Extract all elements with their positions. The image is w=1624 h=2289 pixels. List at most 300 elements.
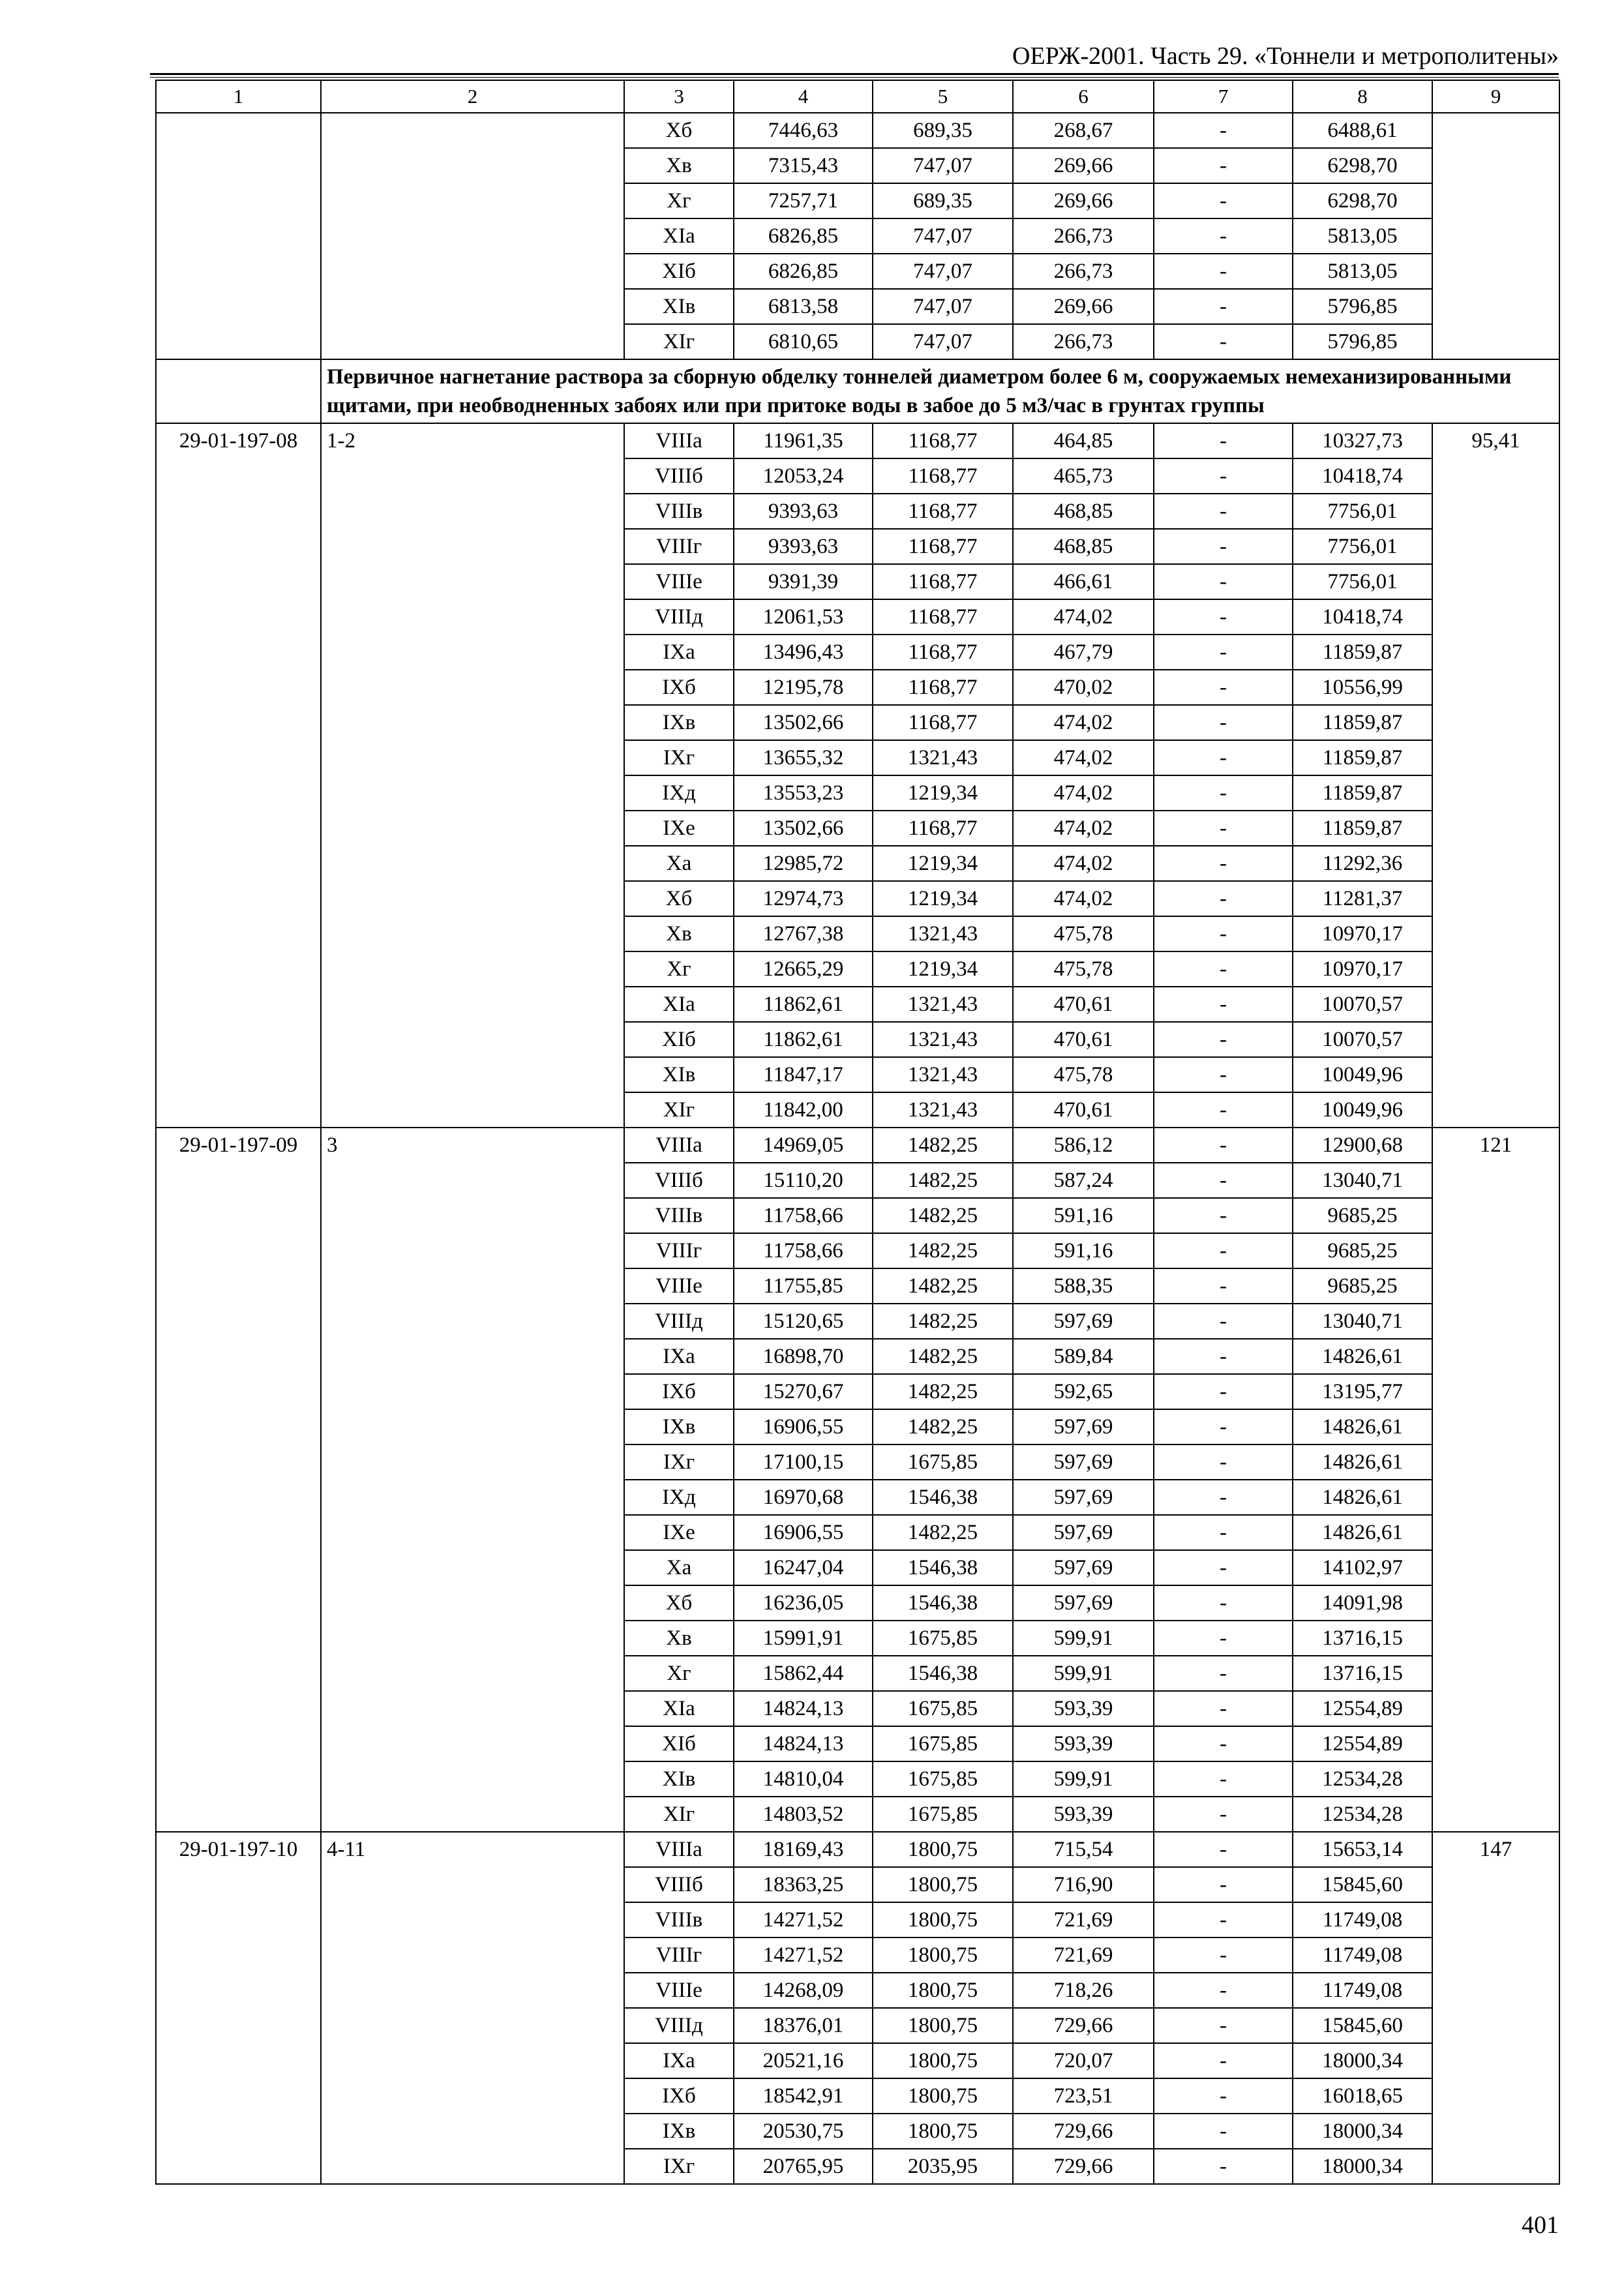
class-cell: VIIIа [624, 1128, 734, 1163]
class-cell: Xв [624, 1621, 734, 1656]
labor-cell: 95,41 [1432, 423, 1559, 1128]
wages-cell: 1168,77 [873, 635, 1013, 670]
wages-cell: 1482,25 [873, 1339, 1013, 1374]
total-cost-cell: 18363,25 [734, 1867, 873, 1902]
class-cell: VIIIб [624, 1867, 734, 1902]
class-cell: VIIIв [624, 1902, 734, 1937]
driver-wages-cell: - [1154, 2043, 1293, 2078]
total-cost-cell: 12053,24 [734, 458, 873, 494]
driver-wages-cell: - [1154, 916, 1293, 951]
materials-cell: 6488,61 [1293, 113, 1432, 148]
machines-cell: 464,85 [1013, 423, 1154, 458]
materials-cell: 10049,96 [1293, 1057, 1432, 1092]
total-cost-cell: 11755,85 [734, 1268, 873, 1304]
wages-cell: 1321,43 [873, 1057, 1013, 1092]
code-cell: 29-01-197-10 [156, 1832, 321, 2184]
code-cell [156, 113, 321, 359]
total-cost-cell: 18376,01 [734, 2008, 873, 2043]
materials-cell: 18000,34 [1293, 2114, 1432, 2149]
driver-wages-cell: - [1154, 1691, 1293, 1726]
driver-wages-cell: - [1154, 846, 1293, 881]
machines-cell: 269,66 [1013, 183, 1154, 218]
machines-cell: 597,69 [1013, 1585, 1154, 1621]
driver-wages-cell: - [1154, 705, 1293, 740]
materials-cell: 14091,98 [1293, 1585, 1432, 1621]
driver-wages-cell: - [1154, 1797, 1293, 1832]
machines-cell: 474,02 [1013, 881, 1154, 916]
machines-cell: 468,85 [1013, 494, 1154, 529]
class-cell: VIIIг [624, 1937, 734, 1973]
machines-cell: 591,16 [1013, 1198, 1154, 1233]
wages-cell: 1219,34 [873, 846, 1013, 881]
class-cell: VIIIв [624, 494, 734, 529]
column-number: 4 [734, 80, 873, 113]
total-cost-cell: 14271,52 [734, 1937, 873, 1973]
wages-cell: 1482,25 [873, 1233, 1013, 1268]
wages-cell: 1168,77 [873, 811, 1013, 846]
driver-wages-cell: - [1154, 148, 1293, 183]
total-cost-cell: 15862,44 [734, 1656, 873, 1691]
wages-cell: 1168,77 [873, 529, 1013, 564]
total-cost-cell: 15110,20 [734, 1163, 873, 1198]
wages-cell: 1168,77 [873, 564, 1013, 599]
class-cell: VIIIа [624, 1832, 734, 1867]
class-cell: VIIIе [624, 1973, 734, 2008]
wages-cell: 1675,85 [873, 1444, 1013, 1480]
driver-wages-cell: - [1154, 1022, 1293, 1057]
soil-group-cell: 3 [321, 1128, 624, 1832]
total-cost-cell: 14268,09 [734, 1973, 873, 2008]
total-cost-cell: 17100,15 [734, 1444, 873, 1480]
class-cell: Xг [624, 183, 734, 218]
class-cell: XIг [624, 324, 734, 359]
total-cost-cell: 16898,70 [734, 1339, 873, 1374]
driver-wages-cell: - [1154, 1057, 1293, 1092]
column-number: 1 [156, 80, 321, 113]
driver-wages-cell: - [1154, 1937, 1293, 1973]
machines-cell: 474,02 [1013, 846, 1154, 881]
materials-cell: 12554,89 [1293, 1691, 1432, 1726]
machines-cell: 586,12 [1013, 1128, 1154, 1163]
total-cost-cell: 15991,91 [734, 1621, 873, 1656]
driver-wages-cell: - [1154, 1374, 1293, 1409]
driver-wages-cell: - [1154, 1761, 1293, 1797]
total-cost-cell: 13502,66 [734, 705, 873, 740]
machines-cell: 589,84 [1013, 1339, 1154, 1374]
wages-cell: 1321,43 [873, 987, 1013, 1022]
class-cell: XIб [624, 1726, 734, 1761]
section-heading: Первичное нагнетание раствора за сборную обделку тоннелей диаметром более 6 м, сооружаемых немеханизированными щитами, при необводненных забоях или при притоке воды в забое до 5 м3/час в грунтах группы [321, 359, 1559, 423]
class-cell: IXг [624, 740, 734, 775]
wages-cell: 1482,25 [873, 1198, 1013, 1233]
machines-cell: 474,02 [1013, 599, 1154, 635]
machines-cell: 716,90 [1013, 1867, 1154, 1902]
materials-cell: 14826,61 [1293, 1480, 1432, 1515]
wages-cell: 1800,75 [873, 2008, 1013, 2043]
wages-cell: 1482,25 [873, 1304, 1013, 1339]
total-cost-cell: 11847,17 [734, 1057, 873, 1092]
class-cell: Xб [624, 113, 734, 148]
machines-cell: 597,69 [1013, 1480, 1154, 1515]
materials-cell: 9685,25 [1293, 1268, 1432, 1304]
machines-cell: 465,73 [1013, 458, 1154, 494]
class-cell: Xа [624, 846, 734, 881]
wages-cell: 747,07 [873, 148, 1013, 183]
machines-cell: 266,73 [1013, 218, 1154, 254]
total-cost-cell: 14271,52 [734, 1902, 873, 1937]
code-cell: 29-01-197-08 [156, 423, 321, 1128]
machines-cell: 599,91 [1013, 1656, 1154, 1691]
class-cell: VIIIд [624, 2008, 734, 2043]
machines-cell: 593,39 [1013, 1691, 1154, 1726]
driver-wages-cell: - [1154, 635, 1293, 670]
total-cost-cell: 6826,85 [734, 218, 873, 254]
machines-cell: 268,67 [1013, 113, 1154, 148]
machines-cell: 592,65 [1013, 1374, 1154, 1409]
materials-cell: 11859,87 [1293, 811, 1432, 846]
class-cell: Xг [624, 1656, 734, 1691]
machines-cell: 720,07 [1013, 2043, 1154, 2078]
table-row [156, 1832, 1559, 1867]
materials-cell: 10970,17 [1293, 951, 1432, 987]
total-cost-cell: 20521,16 [734, 2043, 873, 2078]
wages-cell: 747,07 [873, 254, 1013, 289]
section-heading-row [156, 359, 1559, 423]
driver-wages-cell: - [1154, 1867, 1293, 1902]
machines-cell: 470,02 [1013, 670, 1154, 705]
wages-cell: 1219,34 [873, 951, 1013, 987]
class-cell: IXе [624, 811, 734, 846]
materials-cell: 11749,08 [1293, 1973, 1432, 2008]
wages-cell: 1800,75 [873, 2114, 1013, 2149]
machines-cell: 597,69 [1013, 1304, 1154, 1339]
class-cell: XIб [624, 1022, 734, 1057]
wages-cell: 2035,95 [873, 2149, 1013, 2184]
materials-cell: 7756,01 [1293, 564, 1432, 599]
machines-cell: 474,02 [1013, 775, 1154, 811]
driver-wages-cell: - [1154, 458, 1293, 494]
total-cost-cell: 9393,63 [734, 529, 873, 564]
machines-cell: 593,39 [1013, 1726, 1154, 1761]
class-cell: XIа [624, 218, 734, 254]
wages-cell: 1482,25 [873, 1409, 1013, 1444]
wages-cell: 1482,25 [873, 1515, 1013, 1550]
driver-wages-cell: - [1154, 1621, 1293, 1656]
wages-cell: 1800,75 [873, 1937, 1013, 1973]
class-cell: IXг [624, 2149, 734, 2184]
class-cell: IXд [624, 1480, 734, 1515]
driver-wages-cell: - [1154, 113, 1293, 148]
class-cell: VIIIб [624, 458, 734, 494]
driver-wages-cell: - [1154, 1444, 1293, 1480]
materials-cell: 18000,34 [1293, 2149, 1432, 2184]
total-cost-cell: 11758,66 [734, 1198, 873, 1233]
materials-cell: 14826,61 [1293, 1409, 1432, 1444]
machines-cell: 466,61 [1013, 564, 1154, 599]
wages-cell: 1482,25 [873, 1374, 1013, 1409]
table-row [156, 1128, 1559, 1163]
total-cost-cell: 13496,43 [734, 635, 873, 670]
total-cost-cell: 16906,55 [734, 1409, 873, 1444]
class-cell: IXб [624, 2078, 734, 2114]
total-cost-cell: 15270,67 [734, 1374, 873, 1409]
machines-cell: 470,61 [1013, 987, 1154, 1022]
wages-cell: 1321,43 [873, 916, 1013, 951]
total-cost-cell: 6810,65 [734, 324, 873, 359]
machines-cell: 475,78 [1013, 916, 1154, 951]
machines-cell: 269,66 [1013, 289, 1154, 324]
machines-cell: 266,73 [1013, 324, 1154, 359]
class-cell: XIб [624, 254, 734, 289]
materials-cell: 15845,60 [1293, 1867, 1432, 1902]
total-cost-cell: 11862,61 [734, 1022, 873, 1057]
wages-cell: 1800,75 [873, 1867, 1013, 1902]
class-cell: XIв [624, 1057, 734, 1092]
wages-cell: 1321,43 [873, 1092, 1013, 1128]
wages-cell: 689,35 [873, 113, 1013, 148]
total-cost-cell: 12665,29 [734, 951, 873, 987]
column-number: 5 [873, 80, 1013, 113]
machines-cell: 474,02 [1013, 705, 1154, 740]
driver-wages-cell: - [1154, 1128, 1293, 1163]
class-cell: IXб [624, 1374, 734, 1409]
driver-wages-cell: - [1154, 1902, 1293, 1937]
machines-cell: 588,35 [1013, 1268, 1154, 1304]
materials-cell: 9685,25 [1293, 1233, 1432, 1268]
driver-wages-cell: - [1154, 1198, 1293, 1233]
page-number: 401 [1522, 2211, 1559, 2239]
total-cost-cell: 16236,05 [734, 1585, 873, 1621]
machines-cell: 475,78 [1013, 1057, 1154, 1092]
total-cost-cell: 18542,91 [734, 2078, 873, 2114]
class-cell: IXа [624, 635, 734, 670]
materials-cell: 10327,73 [1293, 423, 1432, 458]
class-cell: IXа [624, 1339, 734, 1374]
materials-cell: 18000,34 [1293, 2043, 1432, 2078]
driver-wages-cell: - [1154, 1304, 1293, 1339]
wages-cell: 1168,77 [873, 423, 1013, 458]
total-cost-cell: 7257,71 [734, 183, 873, 218]
wages-cell: 689,35 [873, 183, 1013, 218]
total-cost-cell: 12985,72 [734, 846, 873, 881]
class-cell: XIв [624, 289, 734, 324]
total-cost-cell: 6826,85 [734, 254, 873, 289]
machines-cell: 715,54 [1013, 1832, 1154, 1867]
total-cost-cell: 11758,66 [734, 1233, 873, 1268]
materials-cell: 10070,57 [1293, 1022, 1432, 1057]
total-cost-cell: 20530,75 [734, 2114, 873, 2149]
materials-cell: 9685,25 [1293, 1198, 1432, 1233]
materials-cell: 12554,89 [1293, 1726, 1432, 1761]
class-cell: IXв [624, 705, 734, 740]
driver-wages-cell: - [1154, 2078, 1293, 2114]
table-row [156, 423, 1559, 458]
class-cell: IXе [624, 1515, 734, 1550]
materials-cell: 11292,36 [1293, 846, 1432, 881]
machines-cell: 266,73 [1013, 254, 1154, 289]
column-number: 8 [1293, 80, 1432, 113]
machines-cell: 723,51 [1013, 2078, 1154, 2114]
wages-cell: 1800,75 [873, 1832, 1013, 1867]
materials-cell: 11749,08 [1293, 1937, 1432, 1973]
machines-cell: 597,69 [1013, 1515, 1154, 1550]
labor-cell [1432, 113, 1559, 359]
driver-wages-cell: - [1154, 1268, 1293, 1304]
materials-cell: 11281,37 [1293, 881, 1432, 916]
wages-cell: 1675,85 [873, 1726, 1013, 1761]
section-spacer-cell [156, 359, 321, 423]
wages-cell: 1168,77 [873, 599, 1013, 635]
soil-group-cell [321, 113, 624, 359]
wages-cell: 747,07 [873, 289, 1013, 324]
driver-wages-cell: - [1154, 494, 1293, 529]
wages-cell: 1219,34 [873, 775, 1013, 811]
machines-cell: 474,02 [1013, 811, 1154, 846]
driver-wages-cell: - [1154, 951, 1293, 987]
materials-cell: 6298,70 [1293, 148, 1432, 183]
labor-cell: 121 [1432, 1128, 1559, 1832]
wages-cell: 1546,38 [873, 1585, 1013, 1621]
machines-cell: 729,66 [1013, 2114, 1154, 2149]
driver-wages-cell: - [1154, 670, 1293, 705]
driver-wages-cell: - [1154, 1480, 1293, 1515]
total-cost-cell: 12061,53 [734, 599, 873, 635]
wages-cell: 1800,75 [873, 1973, 1013, 2008]
wages-cell: 1675,85 [873, 1691, 1013, 1726]
wages-cell: 1219,34 [873, 881, 1013, 916]
class-cell: XIа [624, 987, 734, 1022]
driver-wages-cell: - [1154, 1409, 1293, 1444]
class-cell: XIв [624, 1761, 734, 1797]
class-cell: Xб [624, 881, 734, 916]
wages-cell: 1321,43 [873, 740, 1013, 775]
materials-cell: 5813,05 [1293, 254, 1432, 289]
driver-wages-cell: - [1154, 811, 1293, 846]
machines-cell: 587,24 [1013, 1163, 1154, 1198]
materials-cell: 7756,01 [1293, 494, 1432, 529]
materials-cell: 10556,99 [1293, 670, 1432, 705]
driver-wages-cell: - [1154, 254, 1293, 289]
code-cell: 29-01-197-09 [156, 1128, 321, 1832]
wages-cell: 1168,77 [873, 705, 1013, 740]
price-table [155, 80, 1560, 2185]
materials-cell: 15653,14 [1293, 1832, 1432, 1867]
machines-cell: 721,69 [1013, 1902, 1154, 1937]
driver-wages-cell: - [1154, 2114, 1293, 2149]
machines-cell: 468,85 [1013, 529, 1154, 564]
wages-cell: 1168,77 [873, 670, 1013, 705]
materials-cell: 5796,85 [1293, 324, 1432, 359]
wages-cell: 1546,38 [873, 1480, 1013, 1515]
table-row [156, 113, 1559, 148]
class-cell: Xа [624, 1550, 734, 1585]
materials-cell: 13040,71 [1293, 1304, 1432, 1339]
materials-cell: 5813,05 [1293, 218, 1432, 254]
class-cell: Xв [624, 916, 734, 951]
driver-wages-cell: - [1154, 775, 1293, 811]
driver-wages-cell: - [1154, 1832, 1293, 1867]
total-cost-cell: 11842,00 [734, 1092, 873, 1128]
materials-cell: 13716,15 [1293, 1621, 1432, 1656]
page-header: ОЕРЖ-2001. Часть 29. «Тоннели и метрополитены» [1012, 42, 1559, 70]
total-cost-cell: 12767,38 [734, 916, 873, 951]
column-number-row [156, 80, 1559, 113]
driver-wages-cell: - [1154, 289, 1293, 324]
total-cost-cell: 14824,13 [734, 1726, 873, 1761]
column-number: 6 [1013, 80, 1154, 113]
materials-cell: 11859,87 [1293, 740, 1432, 775]
wages-cell: 1675,85 [873, 1797, 1013, 1832]
driver-wages-cell: - [1154, 1339, 1293, 1374]
machines-cell: 474,02 [1013, 740, 1154, 775]
machines-cell: 470,61 [1013, 1092, 1154, 1128]
machines-cell: 470,61 [1013, 1022, 1154, 1057]
materials-cell: 11749,08 [1293, 1902, 1432, 1937]
machines-cell: 597,69 [1013, 1409, 1154, 1444]
driver-wages-cell: - [1154, 423, 1293, 458]
machines-cell: 599,91 [1013, 1761, 1154, 1797]
materials-cell: 11859,87 [1293, 635, 1432, 670]
machines-cell: 599,91 [1013, 1621, 1154, 1656]
class-cell: IXг [624, 1444, 734, 1480]
soil-group-cell: 4-11 [321, 1832, 624, 2184]
total-cost-cell: 15120,65 [734, 1304, 873, 1339]
class-cell: IXв [624, 2114, 734, 2149]
total-cost-cell: 16970,68 [734, 1480, 873, 1515]
total-cost-cell: 14824,13 [734, 1691, 873, 1726]
total-cost-cell: 11862,61 [734, 987, 873, 1022]
materials-cell: 10418,74 [1293, 458, 1432, 494]
header-rule-thick [150, 73, 1559, 75]
wages-cell: 1546,38 [873, 1656, 1013, 1691]
driver-wages-cell: - [1154, 1726, 1293, 1761]
materials-cell: 11859,87 [1293, 705, 1432, 740]
class-cell: VIIIа [624, 423, 734, 458]
driver-wages-cell: - [1154, 987, 1293, 1022]
class-cell: IXа [624, 2043, 734, 2078]
column-number: 2 [321, 80, 624, 113]
wages-cell: 1675,85 [873, 1621, 1013, 1656]
wages-cell: 1800,75 [873, 2043, 1013, 2078]
total-cost-cell: 14969,05 [734, 1128, 873, 1163]
column-number: 7 [1154, 80, 1293, 113]
column-number: 3 [624, 80, 734, 113]
driver-wages-cell: - [1154, 1550, 1293, 1585]
wages-cell: 1168,77 [873, 458, 1013, 494]
machines-cell: 729,66 [1013, 2008, 1154, 2043]
class-cell: XIг [624, 1092, 734, 1128]
materials-cell: 13040,71 [1293, 1163, 1432, 1198]
materials-cell: 10049,96 [1293, 1092, 1432, 1128]
materials-cell: 16018,65 [1293, 2078, 1432, 2114]
driver-wages-cell: - [1154, 881, 1293, 916]
total-cost-cell: 7446,63 [734, 113, 873, 148]
driver-wages-cell: - [1154, 529, 1293, 564]
soil-group-cell: 1-2 [321, 423, 624, 1128]
machines-cell: 729,66 [1013, 2149, 1154, 2184]
machines-cell: 597,69 [1013, 1444, 1154, 1480]
materials-cell: 12534,28 [1293, 1761, 1432, 1797]
materials-cell: 12534,28 [1293, 1797, 1432, 1832]
total-cost-cell: 12195,78 [734, 670, 873, 705]
machines-cell: 467,79 [1013, 635, 1154, 670]
materials-cell: 13195,77 [1293, 1374, 1432, 1409]
total-cost-cell: 13502,66 [734, 811, 873, 846]
class-cell: XIа [624, 1691, 734, 1726]
column-number: 9 [1432, 80, 1559, 113]
wages-cell: 1675,85 [873, 1761, 1013, 1797]
materials-cell: 10970,17 [1293, 916, 1432, 951]
